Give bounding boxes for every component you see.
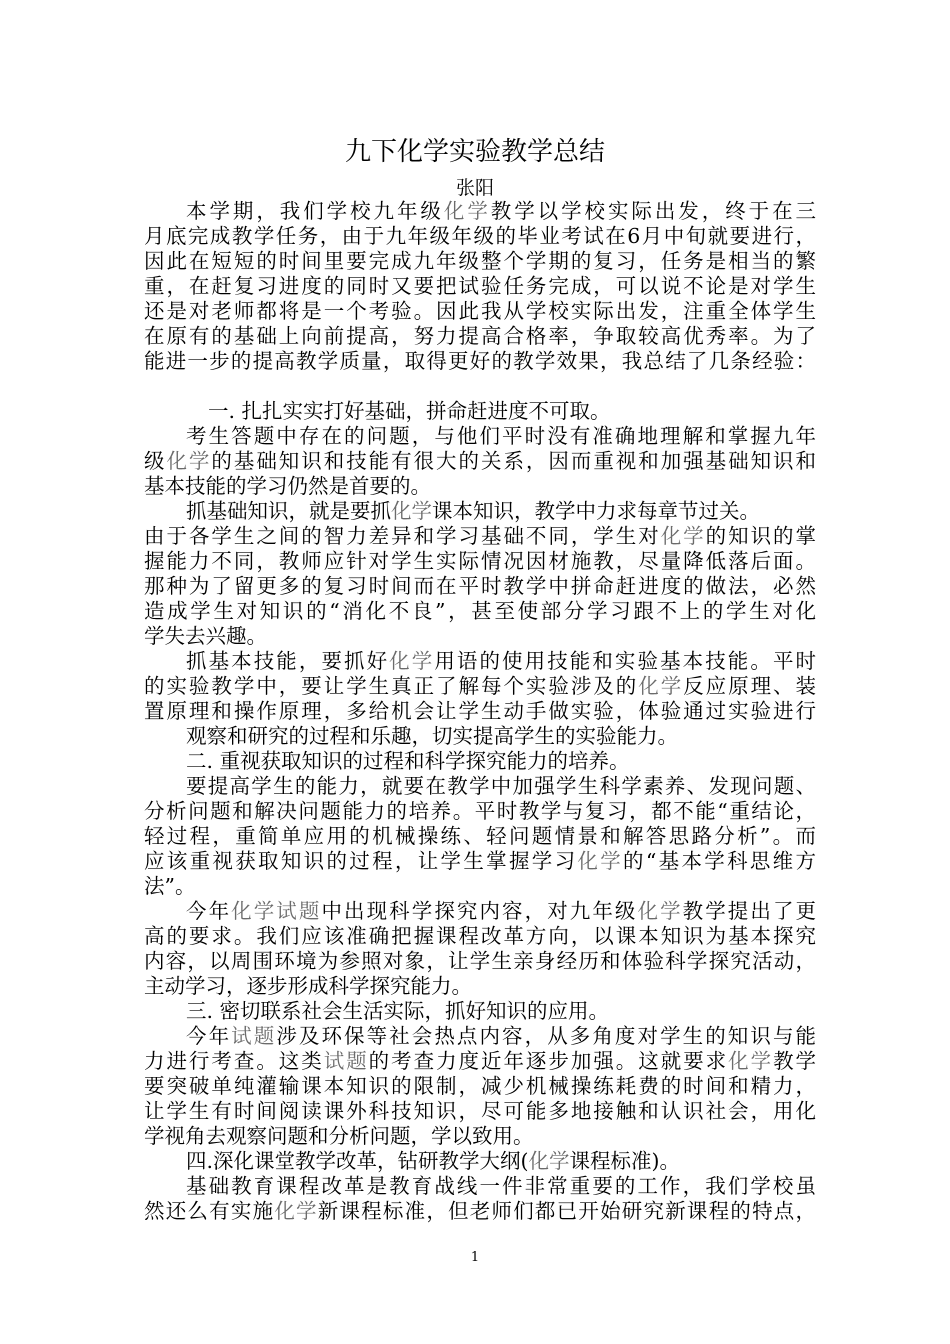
text-line: 月底完成教学任务，由于九年级年级的毕业考试在6月中旬就要进行， [144, 224, 816, 248]
text-line: 因此在短短的时间里要完成九年级整个学期的复习，任务是相当的繁 [144, 249, 816, 273]
keyword-link: 试题 [323, 1049, 369, 1073]
text-line: 还是对老师都将是一个考验。因此我从学校实际出发，注重全体学生 [144, 299, 816, 323]
text-line: 力进行考查。这类试题的考查力度近年逐步加强。这就要求化学教学 [144, 1049, 817, 1073]
text-line: 学失去兴趣。 [144, 624, 267, 648]
text-line: 级化学的基础知识和技能有很大的关系，因而重视和加强基础知识和 [144, 449, 817, 473]
text-line: 今年化学试题中出现科学探究内容，对九年级化学教学提出了更 [186, 899, 817, 923]
text-line: 应该重视获取知识的过程，让学生掌握学习化学的“基本学科思维方 [144, 849, 816, 873]
text-line: 让学生有时间阅读课外科技知识，尽可能多地接触和认识社会，用化 [144, 1099, 816, 1123]
text-line: 法”。 [144, 874, 196, 898]
keyword-link: 化学 [660, 524, 706, 548]
text-line: 分析问题和解决问题能力的培养。平时教学与复习，都不能“重结论， [144, 799, 816, 823]
text-line: 造成学生对知识的“消化不良”，甚至使部分学习跟不上的学生对化 [144, 599, 816, 623]
text-line: 重，在赶复习进度的同时又要把试验任务完成，可以说不论是对学生 [144, 274, 816, 298]
text-line: 基本技能的学习仍然是首要的。 [144, 474, 431, 498]
text-line: 今年试题涉及环保等社会热点内容，从多角度对学生的知识与能 [186, 1024, 817, 1048]
text-line: 内容，以周围环境为参照对象，让学生亲身经历和体验科学探究活动， [144, 949, 816, 973]
text-line: 在原有的基础上向前提高，努力提高合格率，争取较高优秀率。为了 [144, 324, 816, 348]
text-line: 要突破单纯灌输课本知识的限制，减少机械操练耗费的时间和精力， [144, 1074, 816, 1098]
keyword-link: 化学 [389, 649, 435, 673]
keyword-link: 化学 [528, 1149, 570, 1173]
keyword-link: 化学 [637, 899, 683, 923]
text-line: 三. 密切联系社会生活实际，抓好知识的应用。 [186, 999, 610, 1023]
keyword-link: 化学试题 [231, 899, 322, 923]
keyword-link: 化学 [391, 499, 432, 523]
text-line: 基础教育课程改革是教育战线一件非常重要的工作，我们学校虽 [186, 1174, 816, 1198]
text-line: 的实验教学中，要让学生真正了解每个实验涉及的化学反应原理、装 [144, 674, 817, 698]
page-number: 1 [470, 1250, 480, 1265]
text-line: 那种为了留更多的复习时间而在平时教学中拼命赶进度的做法，必然 [144, 574, 816, 598]
text-line: 观察和研究的过程和乐趣，切实提高学生的实验能力。 [186, 724, 678, 748]
text-line: 要提高学生的能力，就要在教学中加强学生科学素养、发现问题、 [186, 774, 816, 798]
text-line: 一. 扎扎实实打好基础，拼命赶进度不可取。 [208, 399, 611, 423]
text-line: 抓基础知识，就是要抓化学课本知识，教学中力求每章节过关。 [186, 499, 760, 523]
text-line: 置原理和操作原理，多给机会让学生动手做实验，体验通过实验进行 [144, 699, 816, 723]
keyword-link: 化学 [443, 199, 491, 223]
keyword-link: 化学 [638, 674, 684, 698]
text-line: 能进一步的提高教学质量，取得更好的教学效果，我总结了几条经验： [144, 349, 816, 373]
text-line: 由于各学生之间的智力差异和学习基础不同，学生对化学的知识的掌 [144, 524, 817, 548]
text-line: 轻过程，重简单应用的机械操练、轻问题情景和解答思路分析”。而 [144, 824, 816, 848]
text-line: 考生答题中存在的问题，与他们平时没有准确地理解和掌握九年 [186, 424, 816, 448]
keyword-link: 化学 [728, 1049, 774, 1073]
keyword-link: 试题 [231, 1024, 277, 1048]
text-line: 握能力不同，教师应针对学生实际情况因材施教，尽量降低落后面。 [144, 549, 816, 573]
text-line: 然还么有实施化学新课程标准，但老师们都已开始研究新课程的特点， [144, 1199, 817, 1223]
keyword-link: 化学 [577, 849, 624, 873]
text-line: 抓基本技能，要抓好化学用语的使用技能和实验基本技能。平时 [186, 649, 817, 673]
text-line: 四.深化课堂教学改革，钻研教学大纲(化学课程标准)。 [186, 1149, 681, 1173]
text-line: 高的要求。我们应该准确把握课程改革方向，以课本知识为基本探究 [144, 924, 816, 948]
keyword-link: 化学 [166, 449, 212, 473]
text-line: 主动学习，逐步形成科学探究能力。 [144, 974, 472, 998]
text-line: 学视角去观察问题和分析问题，学以致用。 [144, 1124, 534, 1148]
blank-line [144, 374, 816, 399]
text-line: 二. 重视获取知识的过程和科学探究能力的培养。 [186, 749, 630, 773]
text-line: 本学期，我们学校九年级化学教学以学校实际出发，终于在三 [186, 199, 817, 223]
keyword-link: 化学 [274, 1199, 318, 1223]
document-author: 张阳 [455, 177, 494, 199]
document-title: 九下化学实验教学总结 [344, 137, 605, 167]
